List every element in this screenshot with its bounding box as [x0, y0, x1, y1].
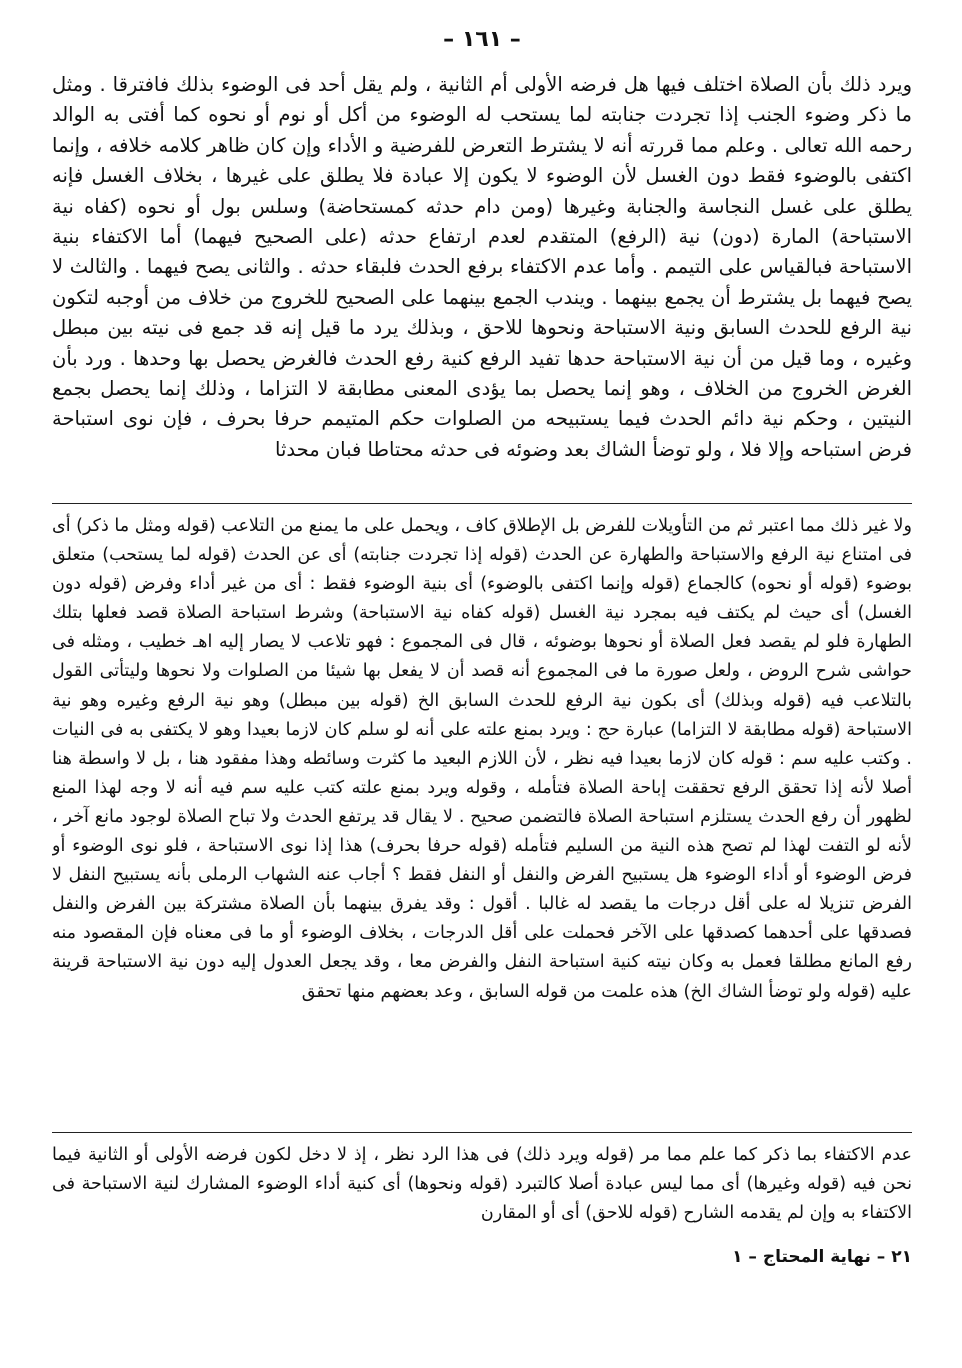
commentary-block: ولا غير ذلك مما اعتبر ثم من التأويلات للفرض بل الإطلاق كاف ، ويحمل على ما يمنع من التلاعب (قوله ومثل ما ذكر) أى فى امتناع نية الرفع والاستباحة والطهارة عن الحدث (قوله إذا تجردت جنابته) أى عن الحدث (قوله لما يستحب) متعلق بوضوء (قوله أو نحوه) كالجماع (قوله وإنما اكتفى بالوضوء) أى بنية الوضوء فقط : أى من غير أداء وفرض (قوله دون الغسل) أى حيث لم يكتف فيه بمجرد نية الغسل (قوله كفاه نية الاستباحة) وشرط استباحة الصلاة قصد فعلها بتلك الطهارة فلو لم يقصد فعل الصلاة أو نحوها بوضوئه ، قال فى المجموع : فهو تلاعب لا يصار إليه اهـ خطيب ، ومثله فى حواشى شرح الروض ، ولعل صورة ما فى المجموع أنه قصد أن لا يفعل بها شيئا من الصلوات ولا نحوها وليتأتى القول بالتلاعب فيه (قوله وبذلك) أى بكون نية الرفع للحدث السابق الخ (قوله بين مبطل) وهو نية الرفع وغيره وهو نية الاستباحة (قوله مطابقة لا التزاما) عبارة حج : ويرد بمنع علته على أنه لو سلم كان لازما بعيدا وهو لا يكتفى به فى النيات . وكتب عليه سم : قوله كان لازما بعيدا فيه نظر ، لأن اللازم البعيد ما كثرت وسائطه وهذا مفقود هنا ، بل لا واسطة هنا أصلا لأنه إذا تحقق الرفع تحققت إباحة الصلاة فتأمله ، وقوله ويرد بمنع علته كتب عليه سم فيه أنه لا وجه لهذا المنع لظهور أن رفع الحدث يستلزم استباحة الصلاة فالتضمن صحيح . لا يقال قد يرتفع الحدث ولا تباح الصلاة لوجود مانع آخر ، لأنه لو التفت لهذا لم تصح هذه النية من السليم فتأمله (قوله حرفا بحرف) هذا إذا نوى الاستباحة ، فلو نوى الوضوء أو فرض الوضوء أو أداء الوضوء هل يستبيح الفرض والنفل أو النفل فقط ؟ أجاب عنه الشهاب الرملى بأنه يستبيح النفل لا الفرض تنزيلا له على أقل درجات ما يقصد له غالبا . أقول : وقد يفرق بينهما بأن الصلاة مشتركة بين الفرض والنفل فصدقها على أحدهما كصدقها على الآخر فحملت على أقل الدرجات ، بخلاف الوضوء أو ما فى معناه فإن المقصود منه رفع المانع مطلقا فعمل به وكان نيته كنية استباحة النفل والفرض معا ، وقد يجعل العدول إليه دون نية الاستباحة قرينة عليه (قوله ولو توضأ الشاك الخ) هذه علمت من قوله السابق ، وعد بعضهم منها تحقق — [52, 516, 912, 1002]
main-text-block: ويرد ذلك بأن الصلاة اختلف فيها هل فرضه الأولى أم الثانية ، ولم يقل أحد فى الوضوء بذلك فافترقا . ومثل ما ذكر وضوء الجنب إذا تجردت جنابته لما يستحب له الوضوء من أكل أو نوم أو نحوه كما أفتى به الوالد رحمه الله تعالى . وعلم مما قررته أنه لا يشترط التعرض للفرضية و الأداء وإن كان ظاهر كلامه خلافه ، وإنما اكتفى بالوضوء فقط دون الغسل لأن الوضوء لا يكون إلا عبادة فلا يطلق على غيرها ، بخلاف الغسل فإنه يطلق على غسل النجاسة والجنابة وغيرها (ومن دام حدثه كمستحاضة) وسلس بول أو نحوه (كفاه نية الاستباحة) المارة (دون) نية (الرفع) المتقدم لعدم ارتفاع حدثه (على الصحيح فيهما) أما الاكتفاء بنية الاستباحة فبالقياس على التيمم . وأما عدم الاكتفاء برفع الحدث فلبقاء حدثه . والثانى يصح فيهما . والثالث لا يصح فيهما بل يشترط أن يجمع بينهما . ويندب الجمع بينهما على الصحيح للخروج من خلاف من أوجبه لتكون نية الرفع للحدث السابق ونية الاستباحة ونحوها للاحق ، وبذلك يرد ما قيل إنه قد جمع فى نيته بين مبطل وغيره ، وما قيل من أن نية الاستباحة حدها تفيد الرفع كنية رفع الحدث فالغرض يحصل بها وحدها . ورد بأن الغرض الخروج من الخلاف ، وهو إنما يحصل بما يؤدى المعنى مطابقة لا التزاما ، وذلك إنما يحصل بجمع النيتين ، وحكم نية دائم الحدث فيما يستبيحه من الصلوات حكم المتيمم حرفا بحرف ، فإن نوى استباحة فرض استباحه وإلا فلا ، ولو توضأ الشاك بعد وضوئه فى حدثه محتاطا فبان محدثا — [52, 73, 912, 461]
page-footer: ٢١ – نهاية المحتاج – ١ — [732, 1247, 912, 1267]
page-number: – ١٦١ – — [443, 27, 521, 52]
commentary-block-continued: عدم الاكتفاء بما ذكر كما علم مما مر (قوله ويرد ذلك) فى هذا الرد نظر ، إذ لا دخل لكون فرضه الأولى أو الثانية فيما نحن فيه (قوله وغيرها) أى مما ليس عبادة أصلا كالتبرد (قوله ونحوها) أى كنية أداء الوضوء المشارك لنية الاستباحة فى الاكتفاء به وإن لم يقدمه الشارح (قوله للاحق) أى أو المقارن — [52, 1145, 912, 1224]
separator-line — [52, 503, 912, 504]
separator-line — [52, 1132, 912, 1133]
document-page — [52, 20, 912, 1350]
